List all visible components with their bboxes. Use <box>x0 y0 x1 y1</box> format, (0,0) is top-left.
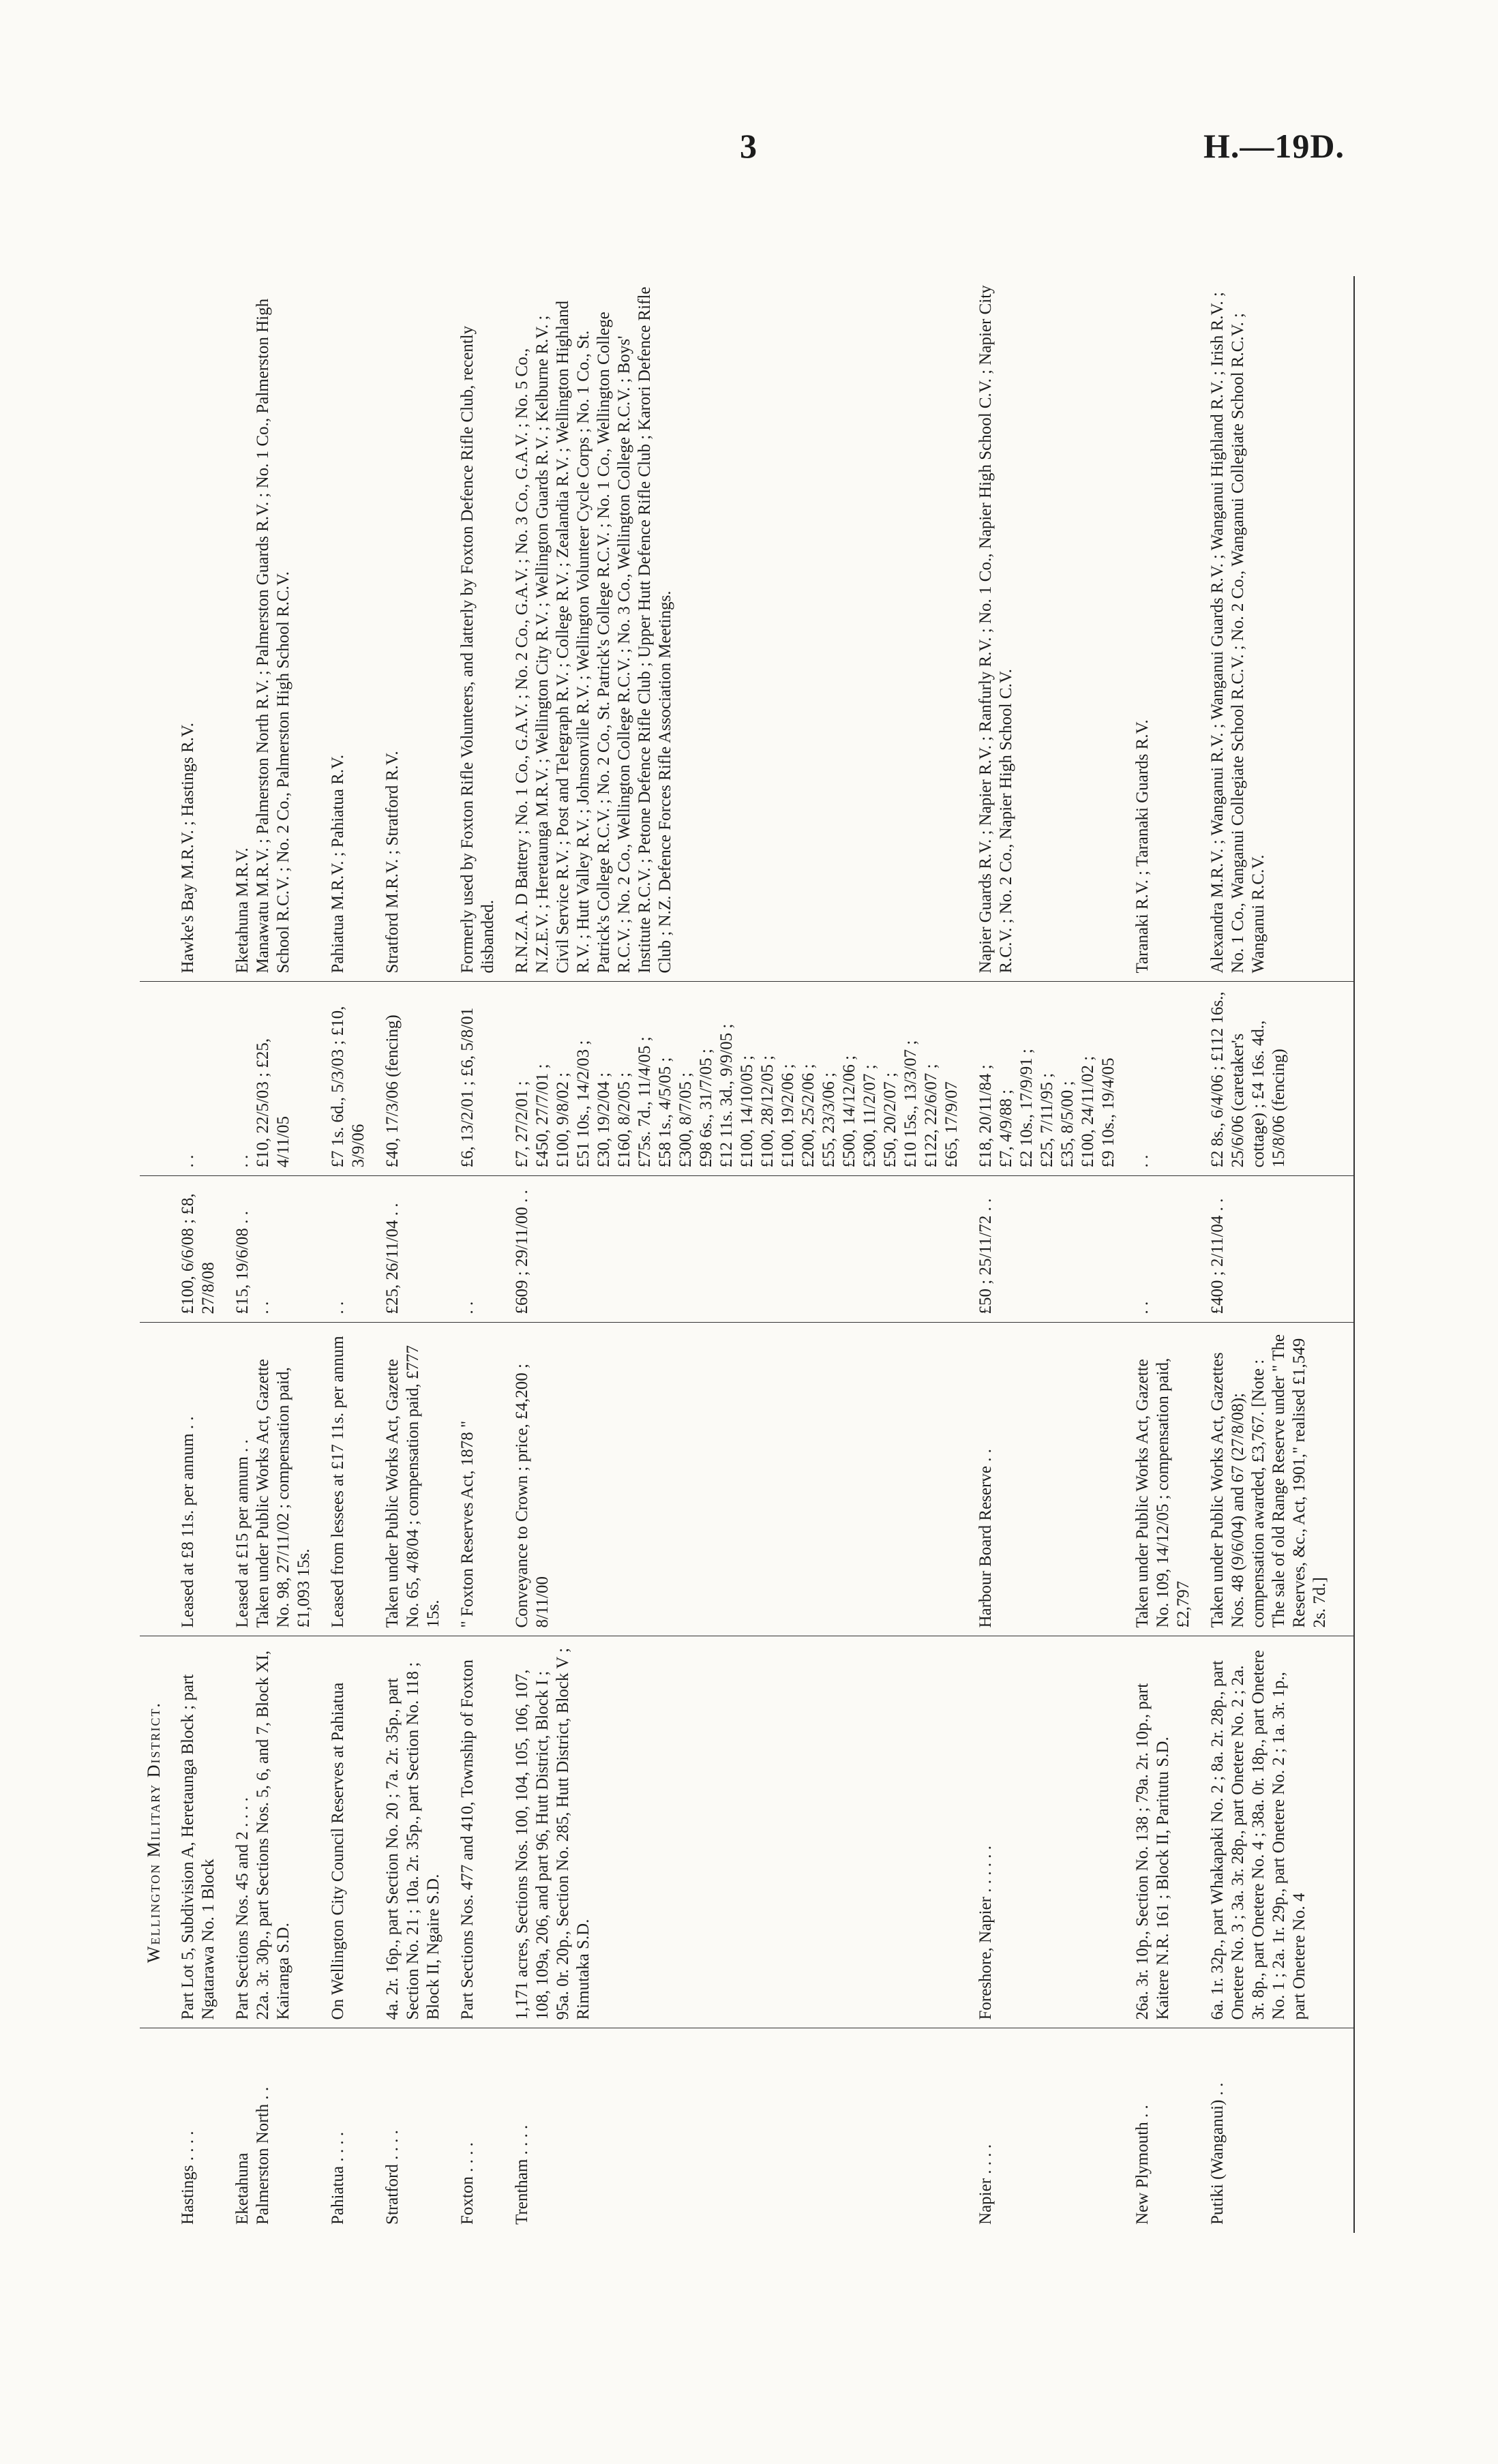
place-cell-text: Napier . . . . <box>976 2144 995 2225</box>
units-cell-text: R.N.Z.A. D Battery ; No. 1 Co., G.A.V. ; No. 2 Co., G.A.V. ; No. 3 Co., G.A.V. ; No. 5 Co., N.Z.E.V. ; Heretaunga M.R.V. ; Wellington City R.V. ; Wellington Guards R.V. ; Kelburne R.V. ; Civil Service R.V. ; Post and Telegraph R.V. ; College R.V. ; Zealandia R.V. ; Wellington Highland R.V. ; Hutt Valley R.V. ; Johnsonville R.V. ; Wellington Volunteer Cycle Corps ; No. 1 Co., St. Patrick's College R.C.V. ; No. 2 Co., St. Patrick's College R.C.V. ; No. 1 Co., Wellington College R.C.V. ; No. 2 Co., Wellington College R.C.V. ; No. 3 Co., Wellington College R.C.V. ; Boys' Institute R.C.V. ; Petone Defence Rifle Club ; Upper Hutt Defence Rifle Club ; Karori Defence Rifle Club ; N.Z. Defence Forces Rifle Association Meetings. <box>513 286 674 974</box>
description-cell-text: Part Lot 5, Subdivision A, Heretaunga Block ; part Ngatarawa No. 1 Block <box>179 1674 218 2020</box>
place-cell <box>453 2028 508 2233</box>
table-row <box>453 276 508 2233</box>
expenditure-cell-text: £7, 27/2/01 ; £450, 27/7/01 ; £100, 9/8/02 ; £51 10s., 14/2/03 ; £30, 19/2/04 ; £160, 8/2/05 ; £75s. 7d., 11/4/05 ; £58 1s., 4/5/05 ; £300, 8/7/05 ; £98 6s., 31/7/05 ; £12 11s. 3d., 9/9/05 ; £100, 14/10/05 ; £100, 28/12/05 ; £100, 19/2/06 ; £200, 25/2/06 ; £55, 23/3/06 ; £500, 14/12/06 ; £300, 11/2/07 ; £50, 20/2/07 ; £10 15s., 13/3/07 ; £122, 22/6/07 ; £65, 17/9/07 <box>513 1023 961 1168</box>
units-cell <box>324 276 378 982</box>
cost-cell-text: . . <box>1133 1301 1152 1314</box>
units-cell <box>508 276 972 982</box>
tenure-cell <box>324 1323 378 1636</box>
tenure-cell <box>508 1323 972 1636</box>
expenditure-cell-text: £2 8s., 6/4/06 ; £112 16s., 25/6/06 (caretaker's cottage) ; £4 16s. 4d., 15/8/06 (fencing) <box>1208 991 1288 1168</box>
table-row <box>378 276 453 2233</box>
table-row <box>1128 276 1203 2233</box>
tenure-cell <box>378 1323 453 1636</box>
place-cell-text: Pahiatua . . . . <box>329 2131 347 2225</box>
cost-cell <box>453 1176 508 1323</box>
expenditure-cell <box>1203 982 1340 1176</box>
units-cell-text: Hawke's Bay M.R.V. ; Hastings R.V. <box>179 723 197 974</box>
cost-cell-text: . . <box>458 1301 477 1314</box>
expenditure-cell <box>972 982 1128 1176</box>
tenure-cell-text: Taken under Public Works Act, Gazettes Nos. 48 (9/6/04) and 67 (27/8/08); compensation awarded, £3,767. [Note : The sale of old Range Reserve under " The Reserves, &c., Act, 1901," realised £1,549 2s. 7d.] <box>1208 1334 1329 1628</box>
units-cell-text: Formerly used by Foxton Rifle Volunteers, and latterly by Foxton Defence Rifle Club, recently disbanded. <box>458 325 497 974</box>
units-cell <box>453 276 508 982</box>
expenditure-cell <box>508 982 972 1176</box>
description-cell-text: 1,171 acres, Sections Nos. 100, 104, 105, 106, 107, 108, 109a, 206, and part 96, Hutt District, Block I ; 95a. 0r. 20p., Section No. 285, Hutt District, Block V ; Rimutaka S.D. <box>513 1647 593 2020</box>
description-cell-text: 26a. 3r. 10p., Section No. 138 ; 79a. 2r. 10p., part Kaitere N.R. 161 ; Block II, Paritutu S.D. <box>1133 1683 1172 2020</box>
table-bottom-rule <box>1340 276 1354 2233</box>
description-cell-text: Part Sections Nos. 45 and 2 . . . . 22a. 3r. 30p., part Sections Nos. 5, 6, and 7, Block XI, Kairanga S.D. <box>233 1650 293 2020</box>
cost-cell-text: £25, 26/11/04 . . <box>383 1203 402 1314</box>
description-cell <box>972 1636 1128 2028</box>
units-cell <box>1128 276 1203 982</box>
cost-cell-text: £400 ; 2/11/04 . . <box>1208 1198 1227 1314</box>
tenure-cell-text: Leased at £15 per annum . . Taken under Public Works Act, Gazette No. 98, 27/11/02 ; compensation paid, £1,093 15s. <box>233 1359 313 1628</box>
place-cell <box>228 2028 324 2233</box>
units-cell <box>378 276 453 982</box>
cost-cell <box>228 1176 324 1323</box>
tenure-cell-text: " Foxton Reserves Act, 1878 " <box>458 1420 477 1628</box>
tenure-cell-text: Harbour Board Reserve . . <box>976 1449 995 1628</box>
table-row <box>228 276 324 2233</box>
place-cell <box>508 2028 972 2233</box>
tenure-cell <box>228 1323 324 1636</box>
tenure-cell <box>1203 1323 1340 1636</box>
place-cell-text: Hastings . . . . <box>179 2131 197 2225</box>
place-cell <box>1128 2028 1203 2233</box>
units-cell-text: Alexandra M.R.V. ; Wanganui R.V. ; Wanganui Guards R.V. ; Wanganui Highland R.V. ; Irish R.V. ; No. 1 Co., Wanganui Collegiate School R.C.V. ; No. 2 Co., Wanganui Collegiate School R.C.V. ; Wanganui R.C.V. <box>1208 292 1268 974</box>
place-cell <box>174 2028 228 2233</box>
description-cell <box>453 1636 508 2028</box>
tenure-cell-text: Conveyance to Crown ; price, £4,200 ; 8/11/00 <box>513 1364 552 1628</box>
expenditure-cell <box>378 982 453 1176</box>
expenditure-cell <box>174 982 228 1176</box>
cost-cell-text: £100, 6/6/08 ; £8, 27/8/08 <box>179 1193 218 1314</box>
place-cell <box>378 2028 453 2233</box>
expenditure-cell-text: . . £10, 22/5/03 ; £25, 4/11/05 <box>233 1038 293 1168</box>
units-cell-text: Taranaki R.V. ; Taranaki Guards R.V. <box>1133 719 1152 974</box>
units-cell <box>1203 276 1340 982</box>
expenditure-cell <box>453 982 508 1176</box>
units-cell <box>972 276 1128 982</box>
district-heading-row <box>140 276 174 2233</box>
description-cell-text: 4a. 2r. 16p., part Section No. 20 ; 7a. 2r. 35p., part Section No. 21 ; 10a. 2r. 35p., part Section No. 118 ; Block II, Ngaire S.D. <box>383 1662 443 2020</box>
units-cell-text: Pahiatua M.R.V. ; Pahiatua R.V. <box>329 754 347 974</box>
place-cell-text: Trentham . . . . <box>513 2124 531 2225</box>
place-cell <box>1203 2028 1340 2233</box>
cost-cell-text: £50 ; 25/11/72 . . <box>976 1198 995 1314</box>
expenditure-cell-text: £6, 13/2/01 ; £6, 5/8/01 <box>458 1007 477 1168</box>
cost-cell <box>324 1176 378 1323</box>
description-cell-text: Part Sections Nos. 477 and 410, Township of Foxton <box>458 1659 477 2020</box>
place-cell-text: Foxton . . . . <box>458 2142 477 2225</box>
district-heading: Wellington Military District. <box>140 1636 174 2028</box>
table-row <box>174 276 228 2233</box>
cost-cell <box>378 1176 453 1323</box>
cost-cell-text: £609 ; 29/11/00 . . <box>513 1190 531 1314</box>
description-cell <box>1128 1636 1203 2028</box>
expenditure-cell <box>228 982 324 1176</box>
units-cell-text: Eketahuna M.R.V. Manawatu M.R.V. ; Palmerston North R.V. ; Palmerston Guards R.V. ; No. 1 Co., Palmerston High School R.C.V. ; No. 2 Co., Palmerston High School R.C.V. <box>233 298 293 974</box>
units-cell-text: Stratford M.R.V. ; Stratford R.V. <box>383 751 402 974</box>
document-reference: H.—19D. <box>1203 127 1345 165</box>
cost-cell <box>174 1176 228 1323</box>
tenure-cell <box>453 1323 508 1636</box>
table-row <box>508 276 972 2233</box>
expenditure-cell-text: . . <box>179 1154 197 1168</box>
cost-cell <box>1128 1176 1203 1323</box>
place-cell-text: Stratford . . . . <box>383 2130 402 2225</box>
description-cell <box>1203 1636 1340 2028</box>
expenditure-cell-text: £18, 20/11/84 ; £7, 4/9/88 ; £2 10s., 17/9/91 ; £25, 7/11/95 ; £35, 8/5/00 ; £100, 24/11/02 ; £9 10s., 19/4/05 <box>976 1049 1118 1168</box>
page-number: 3 <box>740 127 757 165</box>
cost-cell <box>508 1176 972 1323</box>
tenure-cell <box>972 1323 1128 1636</box>
tenure-cell-text: Taken under Public Works Act, Gazette No. 65, 4/8/04 ; compensation paid, £777 15s. <box>383 1344 443 1628</box>
table-body <box>174 276 1340 2233</box>
description-cell-text: Foreshore, Napier . . . . . . <box>976 1846 995 2020</box>
expenditure-cell <box>324 982 378 1176</box>
description-cell <box>174 1636 228 2028</box>
expenditure-cell-text: . . <box>1133 1154 1152 1168</box>
description-cell <box>228 1636 324 2028</box>
defence-land-table <box>140 276 1355 2233</box>
description-cell <box>378 1636 453 2028</box>
description-cell <box>324 1636 378 2028</box>
tenure-cell <box>174 1323 228 1636</box>
place-cell-text: Eketahuna Palmerston North . . <box>233 2086 272 2225</box>
description-cell <box>508 1636 972 2028</box>
units-cell-text: Napier Guards R.V. ; Napier R.V. ; Ranfurly R.V. ; No. 1 Co., Napier High School C.V. ; Napier City R.C.V. ; No. 2 Co., Napier High School C.V. <box>976 285 1015 974</box>
table-row <box>324 276 378 2233</box>
expenditure-cell-text: £7 1s. 6d., 5/3/03 ; £10, 3/9/06 <box>329 1006 368 1168</box>
place-cell-text: New Plymouth . . <box>1133 2105 1152 2225</box>
description-cell-text: 6a. 1r. 32p., part Whakapaki No. 2 ; 8a. 2r. 28p., part Onetere No. 3 ; 3a. 3r. 28p., part Onetere No. 2 ; 2a. 3r. 8p., part Onetere No. 4 ; 38a. 0r. 18p., part Onetere No. 1 ; 2a. 1r. 29p., part Onetere No. 2 ; 1a. 3r. 1p., part Onetere No. 4 <box>1208 1650 1308 2020</box>
tenure-cell-text: Leased from lessees at £17 11s. per annum <box>329 1336 347 1628</box>
place-cell-text: Putiki (Wanganui) . . <box>1208 2082 1227 2225</box>
cost-cell <box>972 1176 1128 1323</box>
cost-cell-text: £15, 19/6/08 . . . . <box>233 1211 272 1314</box>
tenure-cell-text: Taken under Public Works Act, Gazette No. 109, 14/12/05 ; compensation paid, £2,797 <box>1133 1357 1193 1628</box>
tenure-cell-text: Leased at £8 11s. per annum . . <box>179 1416 197 1628</box>
description-cell-text: On Wellington City Council Reserves at Pahiatua <box>329 1682 347 2020</box>
table-row <box>972 276 1128 2233</box>
rotated-table-area <box>140 276 1367 2233</box>
units-cell <box>228 276 324 982</box>
place-cell <box>972 2028 1128 2233</box>
expenditure-cell-text: £40, 17/3/06 (fencing) <box>383 1015 402 1168</box>
units-cell <box>174 276 228 982</box>
expenditure-cell <box>1128 982 1203 1176</box>
cost-cell-text: . . <box>329 1301 347 1314</box>
table-row <box>1203 276 1340 2233</box>
place-cell <box>324 2028 378 2233</box>
cost-cell <box>1203 1176 1340 1323</box>
tenure-cell <box>1128 1323 1203 1636</box>
